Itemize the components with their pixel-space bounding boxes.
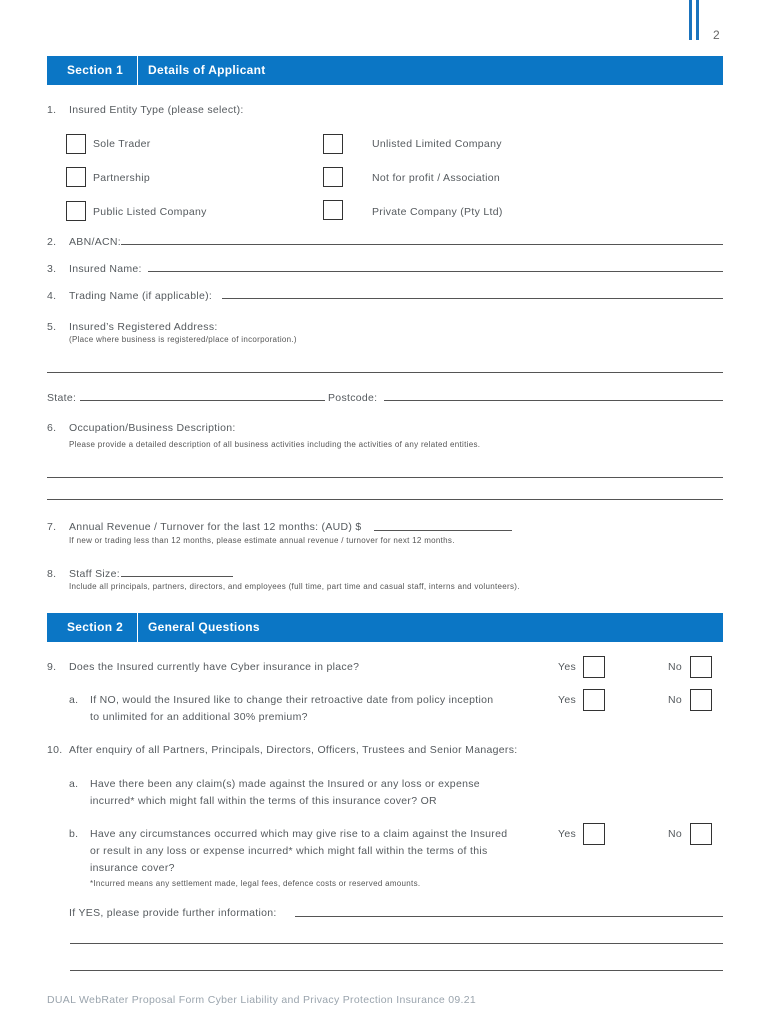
q8-number: 8. — [47, 568, 57, 580]
q10b-yes-checkbox[interactable] — [583, 823, 605, 845]
q9a-no-checkbox[interactable] — [690, 689, 712, 711]
q3-label: Insured Name: — [69, 263, 142, 275]
sole-trader-label: Sole Trader — [93, 138, 151, 150]
q10-number: 10. — [47, 744, 63, 756]
q10b-yes-label: Yes — [558, 828, 577, 840]
q4-number: 4. — [47, 290, 57, 302]
insured-name-field[interactable] — [148, 271, 723, 272]
not-for-profit-label: Not for profit / Association — [372, 172, 501, 184]
abn-acn-field[interactable] — [121, 244, 723, 245]
q5-label: Insured’s Registered Address: — [69, 321, 218, 333]
state-label: State: — [47, 392, 77, 404]
q2-number: 2. — [47, 236, 57, 248]
page-footer: DUAL WebRater Proposal Form Cyber Liability and Privacy Protection Insurance 09.21 — [47, 994, 477, 1006]
q9a-letter: a. — [69, 694, 79, 706]
q6-label: Occupation/Business Description: — [69, 422, 236, 434]
sole-trader-checkbox[interactable] — [66, 134, 86, 154]
q9-no-label: No — [668, 661, 683, 673]
business-description-field-2[interactable] — [47, 499, 723, 500]
section-1-number: Section 1 — [67, 63, 124, 77]
trading-name-field[interactable] — [222, 298, 723, 299]
section-divider — [137, 613, 138, 642]
q9-yes-label: Yes — [558, 661, 577, 673]
further-info-field-1[interactable] — [295, 916, 723, 917]
partnership-label: Partnership — [93, 172, 150, 184]
q10-label: After enquiry of all Partners, Principals, Directors, Officers, Trustees and Senior Managers: — [69, 744, 518, 756]
private-company-label: Private Company (Pty Ltd) — [372, 206, 503, 218]
postcode-field[interactable] — [384, 400, 723, 401]
q10a-line-2: incurred* which might fall within the terms of this insurance cover? OR — [90, 795, 437, 807]
further-info-field-2[interactable] — [70, 943, 723, 944]
public-listed-company-label: Public Listed Company — [93, 206, 207, 218]
q8-label: Staff Size: — [69, 568, 120, 580]
q3-number: 3. — [47, 263, 57, 275]
section-2-header — [47, 613, 723, 642]
public-listed-company-checkbox[interactable] — [66, 201, 86, 221]
further-info-label: If YES, please provide further information: — [69, 907, 277, 919]
q9-yes-checkbox[interactable] — [583, 656, 605, 678]
section-2-number: Section 2 — [67, 620, 124, 634]
postcode-label: Postcode: — [328, 392, 378, 404]
q7-number: 7. — [47, 521, 57, 533]
q7-note: If new or trading less than 12 months, please estimate annual revenue / turnover for next 12 months. — [69, 536, 455, 545]
q5-number: 5. — [47, 321, 57, 333]
page-number: 2 — [713, 28, 720, 42]
q10a-letter: a. — [69, 778, 79, 790]
q9a-yes-checkbox[interactable] — [583, 689, 605, 711]
state-field[interactable] — [80, 400, 325, 401]
q1-number: 1. — [47, 104, 57, 116]
unlisted-limited-company-checkbox[interactable] — [323, 134, 343, 154]
header-decoration — [689, 0, 701, 40]
q10-footnote: *Incurred means any settlement made, legal fees, defence costs or reserved amounts. — [90, 879, 421, 888]
q10b-line-1: Have any circumstances occurred which may give rise to a claim against the Insured — [90, 828, 508, 840]
q10b-line-3: insurance cover? — [90, 862, 175, 874]
q1-label: Insured Entity Type (please select): — [69, 104, 244, 116]
q9-label: Does the Insured currently have Cyber insurance in place? — [69, 661, 360, 673]
further-info-field-3[interactable] — [70, 970, 723, 971]
section-divider — [137, 56, 138, 85]
q9a-no-label: No — [668, 694, 683, 706]
not-for-profit-checkbox[interactable] — [323, 167, 343, 187]
q9-number: 9. — [47, 661, 57, 673]
business-description-field-1[interactable] — [47, 477, 723, 478]
section-1-header — [47, 56, 723, 85]
section-2-title: General Questions — [148, 620, 260, 634]
partnership-checkbox[interactable] — [66, 167, 86, 187]
q10b-letter: b. — [69, 828, 79, 840]
q9a-yes-label: Yes — [558, 694, 577, 706]
q6-note: Please provide a detailed description of all business activities including the activities of any related entities. — [69, 440, 481, 449]
q9-no-checkbox[interactable] — [690, 656, 712, 678]
q2-label: ABN/ACN: — [69, 236, 121, 248]
q9a-line-1: If NO, would the Insured like to change their retroactive date from policy inception — [90, 694, 494, 706]
annual-revenue-field[interactable] — [374, 530, 512, 531]
address-field[interactable] — [47, 372, 723, 373]
private-company-checkbox[interactable] — [323, 200, 343, 220]
q6-number: 6. — [47, 422, 57, 434]
q9a-line-2: to unlimited for an additional 30% premium? — [90, 711, 308, 723]
q7-label: Annual Revenue / Turnover for the last 12 months: (AUD) $ — [69, 521, 362, 533]
q10b-line-2: or result in any loss or expense incurred* which might fall within the terms of this — [90, 845, 488, 857]
staff-size-field[interactable] — [121, 576, 233, 577]
q8-note: Include all principals, partners, directors, and employees (full time, part time and casual staff, interns and volunteers). — [69, 582, 520, 591]
unlisted-limited-company-label: Unlisted Limited Company — [372, 138, 502, 150]
q10b-no-label: No — [668, 828, 683, 840]
q10a-line-1: Have there been any claim(s) made against the Insured or any loss or expense — [90, 778, 480, 790]
q10b-no-checkbox[interactable] — [690, 823, 712, 845]
section-1-title: Details of Applicant — [148, 63, 266, 77]
q5-note: (Place where business is registered/place of incorporation.) — [69, 335, 297, 344]
q4-label: Trading Name (if applicable): — [69, 290, 213, 302]
